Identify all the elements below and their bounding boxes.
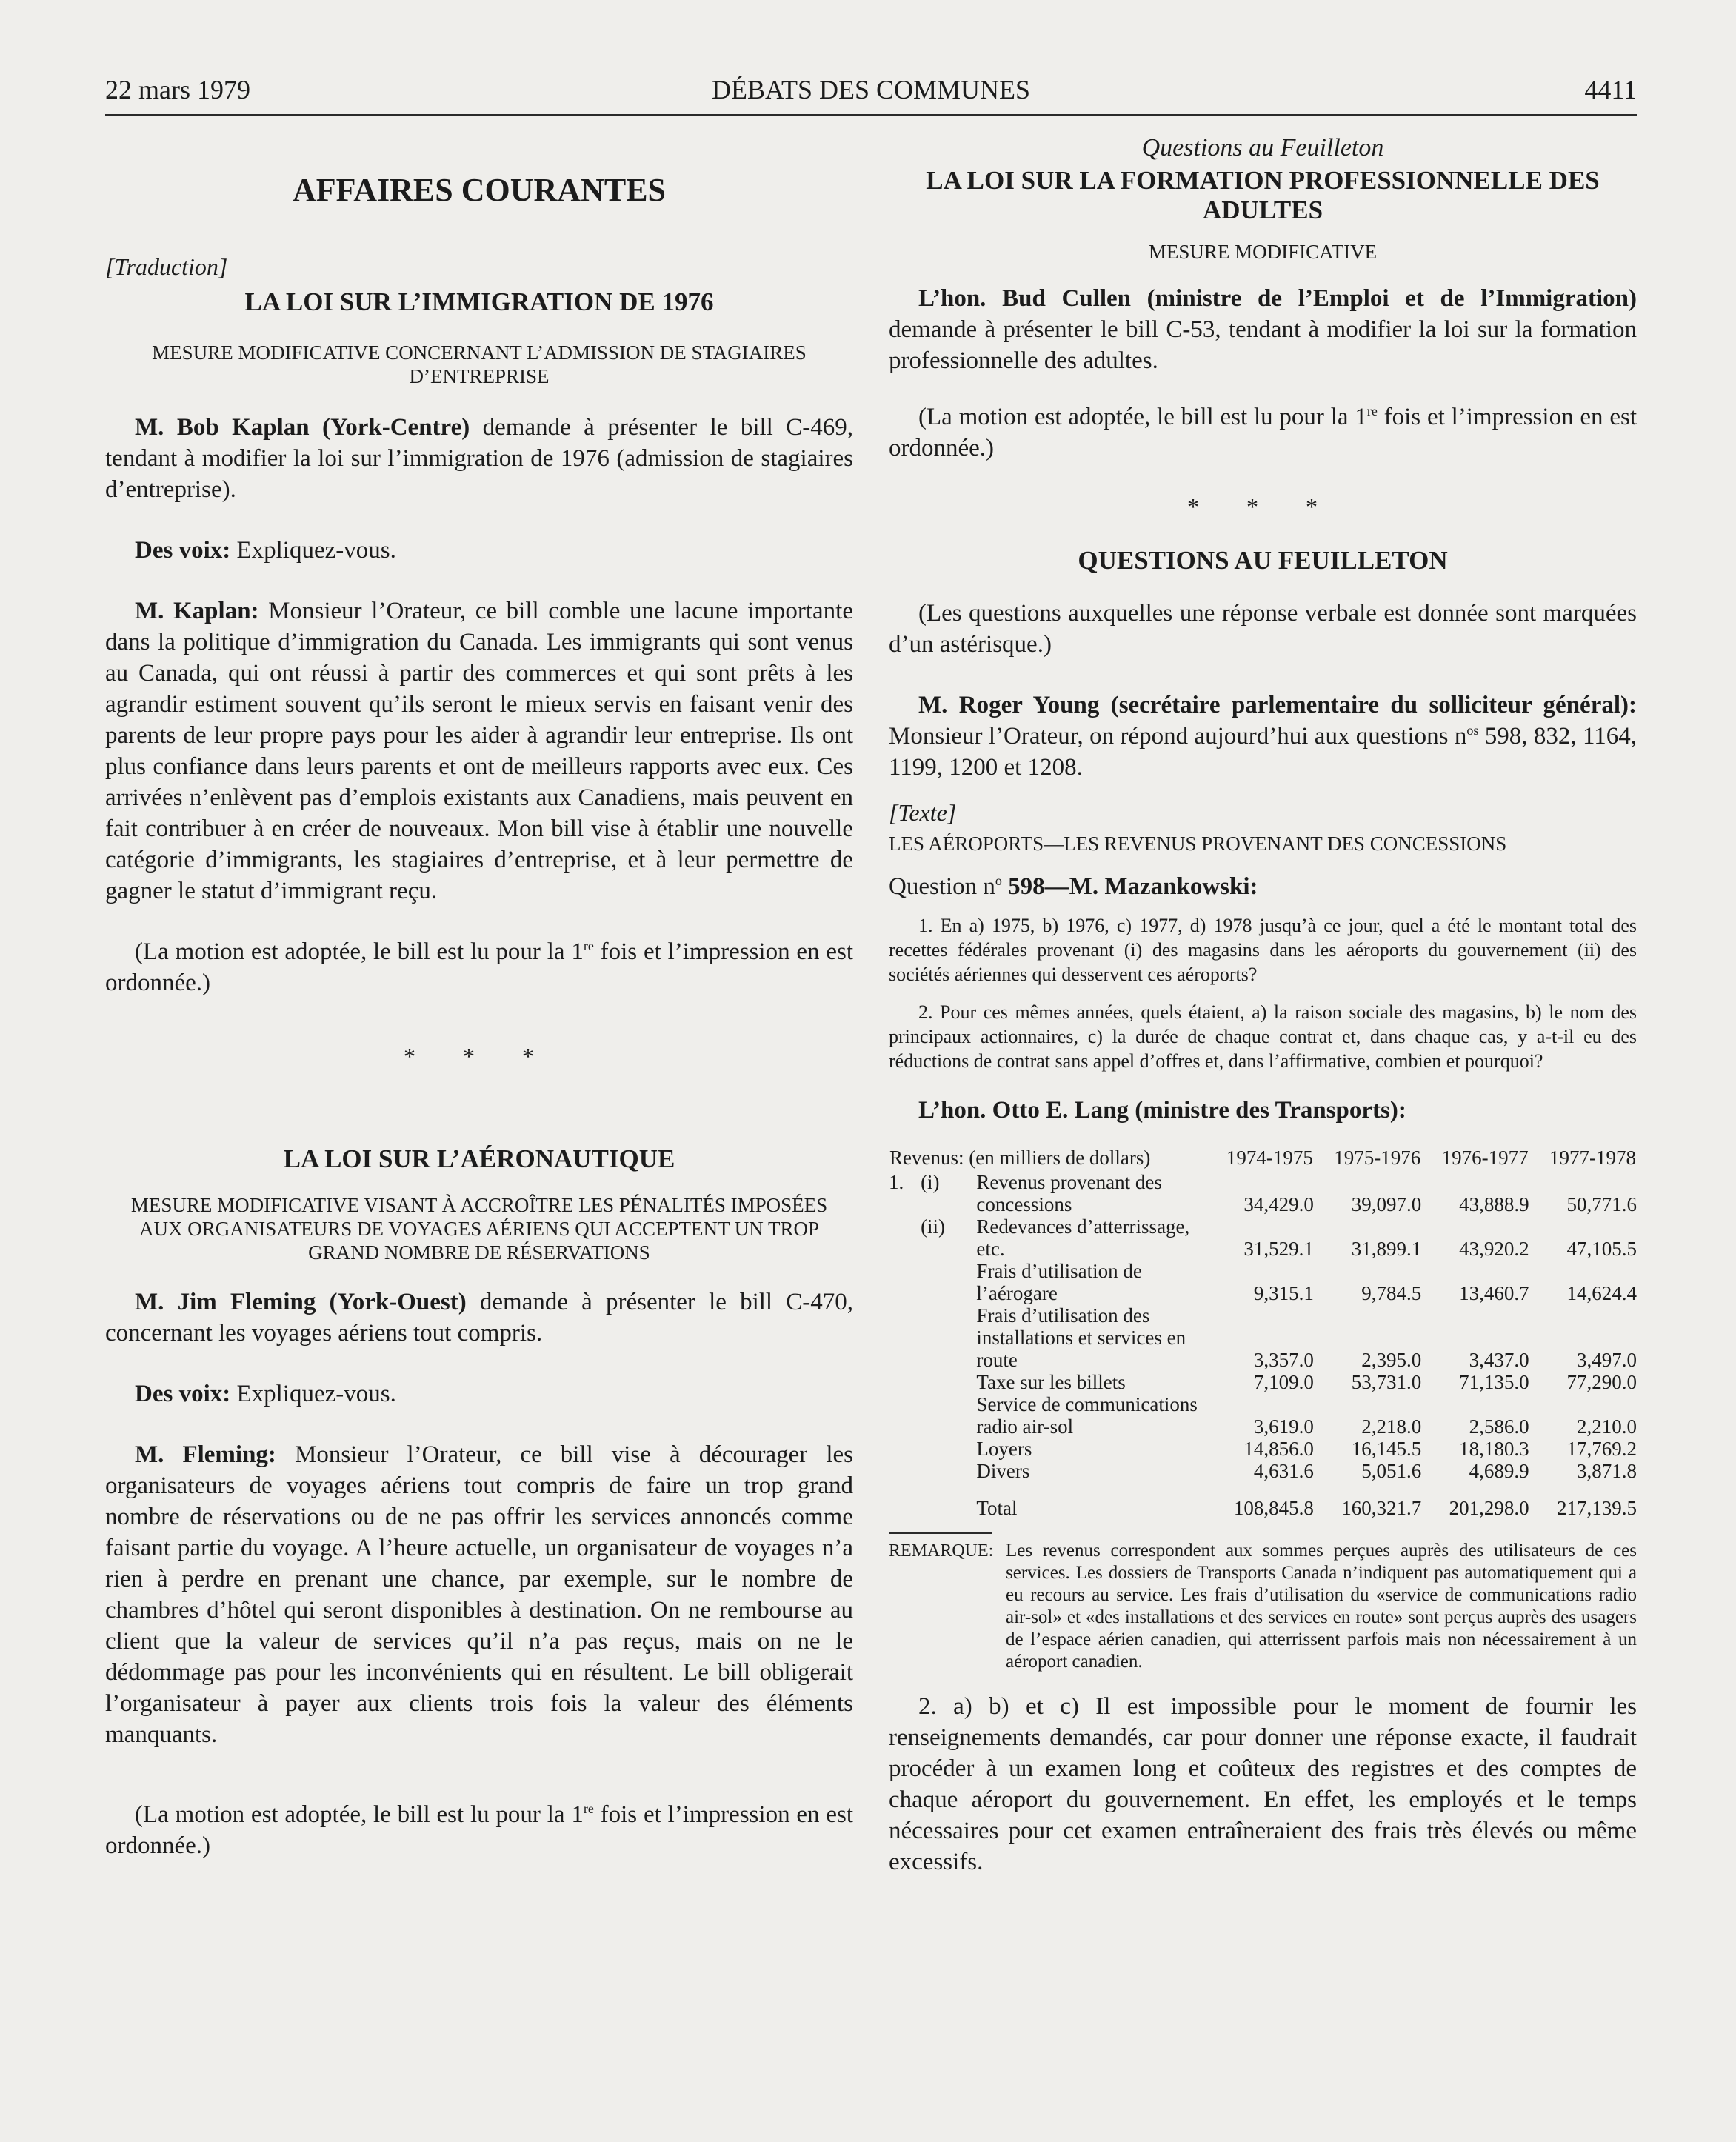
separator-stars: * * * — [404, 1043, 555, 1070]
motion-text: (La motion est adoptée, le bill est lu pour la 1 — [135, 938, 584, 965]
header-date: 22 mars 1979 — [105, 75, 250, 104]
row-value: 77,290.0 — [1566, 1371, 1637, 1393]
table-row — [889, 1304, 1637, 1371]
bill3-title: LA LOI SUR LA FORMATION PROFESSIONNELLE DES ADULTES — [926, 166, 1600, 224]
young-text-end: 598, 832, 1164, 1199, 1200 et 1208. — [889, 723, 1637, 781]
header-page-number: 4411 — [1584, 75, 1637, 104]
row-value: 14,624.4 — [1566, 1282, 1637, 1304]
row-subnumber — [921, 1371, 976, 1393]
table-header-row — [889, 1144, 1637, 1171]
left-column — [105, 133, 853, 1861]
speaker-name: M. Fleming: — [135, 1441, 276, 1468]
question-label — [889, 872, 1637, 901]
row-subnumber — [921, 1460, 976, 1482]
row-value: 3,871.8 — [1577, 1460, 1637, 1482]
voices-text: Expliquez-vous. — [230, 537, 396, 564]
questions-title: QUESTIONS AU FEUILLETON — [1078, 546, 1448, 575]
row-value: 13,460.7 — [1459, 1282, 1529, 1304]
answer-part-2: 2. a) b) et c) Il est impossible pour le moment de fournir les renseignements demandés, car pour donner une réponse exacte, il faudrait procéder à un examen long et coûteux des registres et des comptes de chaque aéroport du gouvernement. En effet, les employés et le temps nécessaires pour cet examen entraîneraient des frais très élevés ou même excessifs. — [889, 1693, 1637, 1875]
row-number — [889, 1482, 921, 1519]
motion-text-end: fois et l’impression en est ordonnée.) — [105, 938, 853, 996]
table-caption: Revenus: (en milliers de dollars) — [889, 1147, 1151, 1169]
row-value: 2,218.0 — [1361, 1415, 1422, 1438]
table-row — [889, 1215, 1637, 1260]
row-subnumber: (i) — [921, 1171, 940, 1193]
bill2-motion — [105, 1799, 853, 1861]
speech-text: Monsieur l’Orateur, ce bill vise à décourager les organisateurs de voyages aériens tout compris de faire un trop grand nombre de réservations ou de ne pas offrir les services annoncés comme faisant partie du voyage. A l’heure actuelle, un organisateur de voyages n’a rien à perdre en prenant une chance, par exemple, sur le nombre de chambres d’hôtel qui seront disponibles à destination. On ne rembourse au client que la valeur de services qu’il n’a pas reçus, mais on ne le dédommage pas pour les inconvénients qui en résultent. Le bill obligerait l’organisateur à payer aux clients trois fois la valeur des éléments manquants. — [105, 1441, 853, 1748]
row-value: 31,529.1 — [1243, 1238, 1314, 1260]
row-subnumber — [921, 1260, 976, 1304]
row-value: 2,586.0 — [1469, 1415, 1529, 1438]
speaker-name: Des voix: — [135, 1381, 231, 1407]
numero-sup: o — [995, 873, 1002, 888]
table-row — [889, 1171, 1637, 1215]
speaker-name: Des voix: — [135, 537, 231, 564]
table-year-header: 1976-1977 — [1441, 1147, 1529, 1169]
bill1-title: LA LOI SUR L’IMMIGRATION DE 1976 — [244, 287, 714, 316]
running-head: Questions au Feuilleton — [1141, 134, 1384, 161]
remark-label: REMARQUE: — [889, 1541, 994, 1561]
speaker-name: L’hon. Otto E. Lang (ministre des Transports): — [918, 1097, 1406, 1124]
row-value: 50,771.6 — [1566, 1193, 1637, 1215]
row-value: 3,497.0 — [1577, 1349, 1637, 1371]
translation-tag: [Traduction] — [105, 253, 228, 280]
row-value: 53,731.0 — [1351, 1371, 1422, 1393]
row-number — [889, 1304, 921, 1371]
table-row — [889, 1482, 1637, 1519]
row-value: 18,180.3 — [1459, 1438, 1529, 1460]
row-number — [889, 1215, 921, 1260]
speaker-name: M. Roger Young (secrétaire parlementaire du solliciteur général): — [918, 692, 1637, 718]
row-label: Taxe sur les billets — [976, 1371, 1126, 1393]
table-year-header: 1974-1975 — [1226, 1147, 1313, 1169]
row-label: Frais d’utilisation des installations et services en route — [976, 1304, 1186, 1371]
row-value: 17,769.2 — [1566, 1438, 1637, 1460]
separator-stars: * * * — [1187, 493, 1338, 520]
speaker-name: M. Kaplan: — [135, 598, 259, 624]
bill2-intro — [105, 1287, 853, 1349]
row-value: 31,899.1 — [1351, 1238, 1422, 1260]
ordinal-sup: re — [583, 938, 594, 953]
row-value: 4,689.9 — [1469, 1460, 1529, 1482]
row-subnumber — [921, 1482, 976, 1519]
remark — [889, 1540, 1637, 1673]
row-value: 201,298.0 — [1449, 1497, 1529, 1519]
speaker-name: L’hon. Bud Cullen (ministre de l’Emploi et de l’Immigration) — [918, 285, 1637, 312]
bill2-intro-text: demande à présenter le bill C-470, concernant les voyages aériens tout compris. — [105, 1289, 853, 1347]
row-value: 4,631.6 — [1253, 1460, 1314, 1482]
young-text: Monsieur l’Orateur, on répond aujourd’hui aux questions n — [889, 723, 1467, 750]
bill1-motion — [105, 936, 853, 998]
ordinal-sup: re — [583, 1801, 594, 1816]
row-number — [889, 1371, 921, 1393]
bill3-intro-text: demande à présenter le bill C-53, tendant à modifier la loi sur la formation professionnelle des adultes. — [889, 316, 1637, 374]
row-value: 9,315.1 — [1253, 1282, 1314, 1304]
row-value: 16,145.5 — [1351, 1438, 1422, 1460]
speech-text: Monsieur l’Orateur, ce bill comble une lacune importante dans la politique d’immigration du Canada. Les immigrants qui sont venus au Canada, qui ont réussi à partir des commerces et qui sont prêts à les agrandir estiment souvent qu’ils seront le mieux servis en faisant venir des parents de leur propre pays pour les aider à agrandir leur entreprise. Ils ont plus confiance dans leurs parents et ont de meilleurs rapports avec eux. Ces arrivées n’enlèvent pas d’emplois existants aux Canadiens, mais peuvent en fait contribuer à en créer de nouveaux. Mon bill vise à établir une nouvelle catégorie d’immigrants, les stagiaires d’entreprise, et à leur permettre de gagner le statut d’immigrant reçu. — [105, 598, 853, 904]
row-label: Loyers — [976, 1438, 1032, 1460]
row-value: 7,109.0 — [1253, 1371, 1314, 1393]
row-value: 43,888.9 — [1459, 1193, 1529, 1215]
row-label: Frais d’utilisation de l’aérogare — [976, 1260, 1142, 1304]
row-label: Redevances d’atterrissage, etc. — [976, 1215, 1190, 1260]
row-subnumber — [921, 1438, 976, 1460]
row-value: 3,357.0 — [1253, 1349, 1314, 1371]
row-value: 14,856.0 — [1243, 1438, 1314, 1460]
bill3-subtitle: MESURE MODIFICATIVE — [1148, 241, 1378, 263]
row-number — [889, 1460, 921, 1482]
bill1-subtitle: MESURE MODIFICATIVE CONCERNANT L’ADMISSION DE STAGIAIRES D’ENTREPRISE — [152, 341, 807, 387]
bill1-intro — [105, 412, 853, 505]
header-title: DÉBATS DES COMMUNES — [711, 75, 1031, 104]
row-value: 43,920.2 — [1459, 1238, 1529, 1260]
table-row — [889, 1260, 1637, 1304]
bill3-motion — [889, 401, 1637, 464]
question-part-1: 1. En a) 1975, b) 1976, c) 1977, d) 1978 jusqu’à ce jour, quel a été le montant total des recettes fédérales provenant (i) des magasins dans les aéroports du gouvernement (ii) des sociétés aériennes qui desservent ces aéroports? — [889, 915, 1637, 985]
motion-text-end: fois et l’impression en est ordonnée.) — [105, 1801, 853, 1859]
bill1-intro-text: demande à présenter le bill C-469, tendant à modifier la loi sur l’immigration de 1976 (admission de stagiaires d’entreprise). — [105, 414, 854, 503]
bill2-voices — [105, 1378, 853, 1409]
numero-sup: os — [1466, 723, 1479, 738]
young-answer — [889, 690, 1637, 783]
row-value: 47,105.5 — [1566, 1238, 1637, 1260]
bill1-voices — [105, 535, 853, 566]
table-row — [889, 1371, 1637, 1393]
ordinal-sup: re — [1366, 404, 1378, 418]
row-subnumber — [921, 1393, 976, 1438]
bill2-subtitle: MESURE MODIFICATIVE VISANT À ACCROÎTRE LES PÉNALITÉS IMPOSÉES AUX ORGANISATEURS DE VOYAGES AÉRIENS QUI ACCEPTENT UN TROP GRAND NOMBRE DE RÉSERVATIONS — [130, 1194, 828, 1264]
row-number — [889, 1393, 921, 1438]
row-value: 2,395.0 — [1361, 1349, 1422, 1371]
table-year-header: 1975-1976 — [1334, 1147, 1421, 1169]
row-subnumber: (ii) — [921, 1215, 946, 1238]
row-label: Divers — [976, 1460, 1030, 1482]
motion-text: (La motion est adoptée, le bill est lu pour la 1 — [918, 404, 1367, 430]
bill2-speech — [105, 1439, 853, 1750]
bill3-intro — [889, 283, 1637, 376]
row-value: 39,097.0 — [1351, 1193, 1422, 1215]
bill2-title: LA LOI SUR L’AÉRONAUTIQUE — [283, 1144, 675, 1173]
voices-text: Expliquez-vous. — [230, 1381, 396, 1407]
question-label-text: Question n — [889, 873, 995, 900]
question-author: 598—M. Mazankowski: — [1001, 873, 1258, 900]
row-value: 160,321.7 — [1341, 1497, 1422, 1519]
row-value: 9,784.5 — [1361, 1282, 1422, 1304]
question-part-2: 2. Pour ces mêmes années, quels étaient, a) la raison sociale des magasins, b) le nom des principaux actionnaires, c) la durée de chaque contrat et, dans chaque cas, y a-t-il eu des réductions de contrat sans appel d’offres et, dans l’affirmative, combien et pourquoi? — [889, 1001, 1637, 1072]
speaker-name: M. Jim Fleming (York-Ouest) — [135, 1289, 467, 1315]
row-value: 3,437.0 — [1469, 1349, 1529, 1371]
row-value: 5,051.6 — [1361, 1460, 1422, 1482]
remark-text: Les revenus correspondent aux sommes perçues auprès des utilisateurs de ces services. Les dossiers de Transports Canada n’indiquent pas automatiquement qui a eu recours au service. Les frais d’utilisation du «service de communications radio air-sol» et «des installations et des services en route» sont perçus auprès des usagers de l’espace aérien canadien, qui atterrissent parfois mais non nécessairement à un aéroport canadien. — [1006, 1541, 1637, 1672]
question-heading: LES AÉROPORTS—LES REVENUS PROVENANT DES CONCESSIONS — [889, 833, 1507, 855]
answer-speaker — [889, 1095, 1637, 1125]
speaker-name: M. Bob Kaplan (York-Centre) — [135, 414, 470, 441]
questions-note: (Les questions auxquelles une réponse verbale est donnée sont marquées d’un astérisque.) — [889, 600, 1637, 658]
section-title: AFFAIRES COURANTES — [292, 172, 667, 208]
row-number — [889, 1438, 921, 1460]
table-row — [889, 1393, 1637, 1438]
row-label: Revenus provenant des concessions — [976, 1171, 1162, 1215]
row-value: 2,210.0 — [1577, 1415, 1637, 1438]
row-label: Service de communications radio air-sol — [976, 1393, 1198, 1438]
row-value: 108,845.8 — [1233, 1497, 1314, 1519]
row-value: 217,139.5 — [1557, 1497, 1637, 1519]
row-label: Total — [976, 1497, 1018, 1519]
row-number: 1. — [889, 1171, 904, 1193]
row-value: 34,429.0 — [1243, 1193, 1314, 1215]
table-year-header: 1977-1978 — [1549, 1147, 1636, 1169]
text-tag: [Texte] — [889, 799, 957, 826]
revenue-table — [889, 1144, 1637, 1519]
row-value: 71,135.0 — [1459, 1371, 1529, 1393]
bill1-speech — [105, 595, 853, 907]
table-row — [889, 1438, 1637, 1460]
table-row — [889, 1460, 1637, 1482]
row-value: 3,619.0 — [1253, 1415, 1314, 1438]
right-column — [889, 133, 1637, 1878]
motion-text-end: fois et l’impression en est ordonnée.) — [889, 404, 1637, 461]
row-number — [889, 1260, 921, 1304]
page-header — [105, 74, 1637, 116]
remark-rule — [889, 1532, 992, 1534]
motion-text: (La motion est adoptée, le bill est lu pour la 1 — [135, 1801, 584, 1828]
row-subnumber — [921, 1304, 976, 1371]
